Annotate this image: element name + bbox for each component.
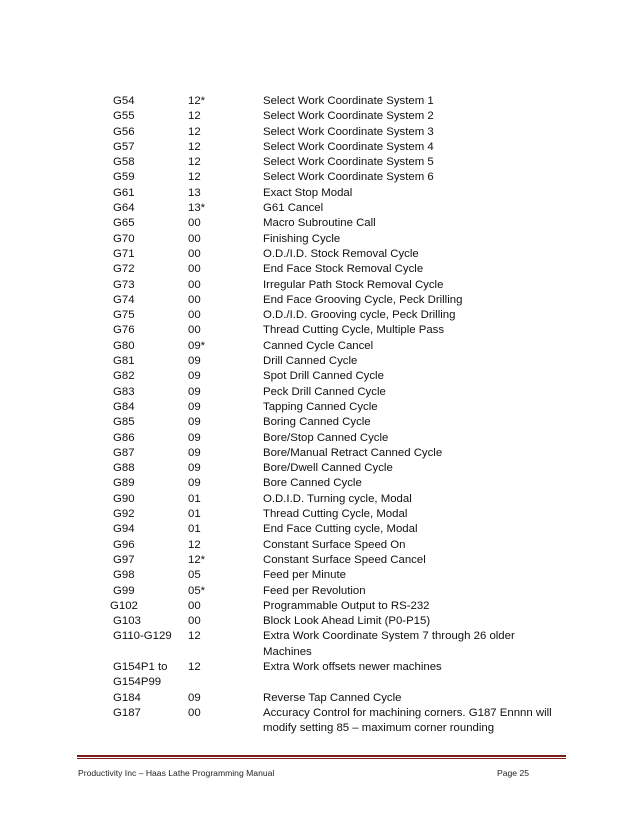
description-cell: Select Work Coordinate System 2 <box>263 110 434 123</box>
group-cell: 00 <box>188 293 201 306</box>
table-row <box>0 216 638 231</box>
footer-rule <box>77 755 566 757</box>
table-row <box>0 706 638 737</box>
gcode-cell: G64 <box>113 202 135 215</box>
gcode-cell: G74 <box>113 293 135 306</box>
table-row <box>0 461 638 476</box>
table-row <box>0 476 638 491</box>
description-cell: Finishing Cycle <box>263 232 341 245</box>
footer-title: Productivity Inc – Haas Lathe Programming Manual <box>78 768 275 778</box>
description-cell: Exact Stop Modal <box>263 186 353 199</box>
gcode-cell: G90 <box>113 492 135 505</box>
gcode-cell: G73 <box>113 278 135 291</box>
table-row <box>0 507 638 522</box>
gcode-cell: G57 <box>113 140 135 153</box>
group-cell: 12 <box>188 538 201 551</box>
group-cell: 12 <box>188 125 201 138</box>
table-row <box>0 125 638 140</box>
gcode-cell: G94 <box>113 523 135 536</box>
table-row <box>0 293 638 308</box>
gcode-cell: G87 <box>113 446 135 459</box>
gcode-cell: G102 <box>110 599 138 612</box>
gcode-cell: G75 <box>113 309 135 322</box>
description-cell: Extra Work offsets newer machines <box>263 660 442 673</box>
group-cell: 00 <box>188 615 201 628</box>
group-cell: 00 <box>188 217 201 230</box>
description-cell: O.D./I.D. Grooving cycle, Peck Drilling <box>263 309 456 322</box>
gcode-cell: G86 <box>113 431 135 444</box>
table-row <box>0 584 638 599</box>
description-cell: Accuracy Control for machining corners. G187 Ennnn will <box>263 706 552 719</box>
group-cell: 12* <box>188 95 206 107</box>
description-cell: Select Work Coordinate System 6 <box>263 171 434 184</box>
group-cell: 09 <box>188 400 201 413</box>
table-row <box>0 431 638 446</box>
group-cell: 12 <box>188 171 201 184</box>
group-cell: 09 <box>188 370 201 383</box>
description-cell: Canned Cycle Cancel <box>263 339 374 352</box>
group-cell: 00 <box>188 599 201 612</box>
table-row <box>0 660 638 691</box>
table-row <box>0 109 638 124</box>
gcode-cell: G55 <box>113 110 135 123</box>
group-cell: 00 <box>188 706 201 719</box>
group-cell: 12 <box>188 156 201 169</box>
table-row <box>0 201 638 216</box>
group-cell: 00 <box>188 324 201 337</box>
group-cell: 00 <box>188 278 201 291</box>
description-cell: Bore/Stop Canned Cycle <box>263 431 389 444</box>
gcode-cell: G92 <box>113 508 135 521</box>
description-cell: Select Work Coordinate System 4 <box>263 140 434 153</box>
table-row <box>0 323 638 338</box>
group-cell: 05* <box>188 584 206 597</box>
description-cell: Extra Work Coordinate System 7 through 26 older <box>263 630 515 643</box>
group-cell: 12 <box>188 660 201 673</box>
description-cell: Drill Canned Cycle <box>263 355 358 368</box>
description-cell: Constant Surface Speed On <box>263 538 406 551</box>
table-row <box>0 614 638 629</box>
gcode-cell: G82 <box>113 370 135 383</box>
group-cell: 12 <box>188 110 201 123</box>
table-row <box>0 140 638 155</box>
description-cell: O.D./I.D. Stock Removal Cycle <box>263 247 419 260</box>
description-cell: modify setting 85 – maximum corner rounding <box>263 722 495 735</box>
gcode-cell: G154P1 to G154P99 <box>113 660 168 689</box>
gcode-cell: G58 <box>113 156 135 169</box>
table-row <box>0 186 638 201</box>
group-cell: 00 <box>188 247 201 260</box>
description-cell: End Face Stock Removal Cycle <box>263 263 424 276</box>
gcode-cell: G184 <box>113 691 141 704</box>
gcode-cell: G187 <box>113 706 141 719</box>
group-cell: 00 <box>188 263 201 276</box>
group-cell: 09* <box>188 339 206 352</box>
gcode-cell: G84 <box>113 400 135 413</box>
description-cell: Select Work Coordinate System 3 <box>263 125 434 138</box>
group-cell: 09 <box>188 385 201 398</box>
description-cell: Spot Drill Canned Cycle <box>263 370 384 383</box>
group-cell: 09 <box>188 416 201 429</box>
group-cell: 09 <box>188 691 201 704</box>
gcode-cell: G61 <box>113 186 135 199</box>
table-row <box>0 262 638 277</box>
group-cell: 09 <box>188 462 201 475</box>
table-row <box>0 599 638 614</box>
table-row <box>0 568 638 583</box>
group-cell: 09 <box>188 355 201 368</box>
table-row <box>0 538 638 553</box>
description-cell: Reverse Tap Canned Cycle <box>263 691 402 704</box>
group-cell: 09 <box>188 431 201 444</box>
gcode-cell: G76 <box>113 324 135 337</box>
description-cell: Irregular Path Stock Removal Cycle <box>263 278 444 291</box>
description-cell: G61 Cancel <box>263 202 324 215</box>
table-row <box>0 308 638 323</box>
description-cell: Programmable Output to RS-232 <box>263 599 430 612</box>
gcode-cell: G59 <box>113 171 135 184</box>
table-row <box>0 385 638 400</box>
gcode-cell: G97 <box>113 553 135 566</box>
gcode-cell: G56 <box>113 125 135 138</box>
description-cell: Select Work Coordinate System 1 <box>263 95 434 107</box>
description-cell: Machines <box>263 645 312 658</box>
group-cell: 09 <box>188 477 201 490</box>
description-cell: Constant Surface Speed Cancel <box>263 553 426 566</box>
gcode-cell: G110-G129 <box>113 630 172 643</box>
gcode-cell: G81 <box>113 355 135 368</box>
description-cell: Peck Drill Canned Cycle <box>263 385 386 398</box>
table-row <box>0 94 638 109</box>
group-cell: 12 <box>188 630 201 643</box>
group-cell: 00 <box>188 232 201 245</box>
table-row <box>0 155 638 170</box>
description-cell: Tapping Canned Cycle <box>263 400 378 413</box>
table-row <box>0 629 638 660</box>
gcode-cell: G88 <box>113 462 135 475</box>
gcode-cell: G89 <box>113 477 135 490</box>
gcode-cell: G96 <box>113 538 135 551</box>
table-row <box>0 339 638 354</box>
gcode-cell: G70 <box>113 232 135 245</box>
description-cell: Macro Subroutine Call <box>263 217 376 230</box>
gcode-cell: G83 <box>113 385 135 398</box>
gcode-cell: G54 <box>113 95 135 107</box>
gcode-cell: G85 <box>113 416 135 429</box>
table-row <box>0 369 638 384</box>
description-cell: End Face Cutting cycle, Modal <box>263 523 418 536</box>
group-cell: 01 <box>188 492 201 505</box>
group-cell: 13 <box>188 186 201 199</box>
page-number: Page 25 <box>497 768 530 778</box>
table-row <box>0 446 638 461</box>
description-cell: Block Look Ahead Limit (P0-P15) <box>263 615 431 628</box>
gcode-cell: G99 <box>113 584 135 597</box>
gcode-cell: G72 <box>113 263 135 276</box>
table-row <box>0 522 638 537</box>
table-row <box>0 553 638 568</box>
description-cell: Bore/Dwell Canned Cycle <box>263 462 393 475</box>
table-row <box>0 278 638 293</box>
gcode-table <box>0 94 638 736</box>
table-row <box>0 691 638 706</box>
description-cell: Boring Canned Cycle <box>263 416 371 429</box>
table-row <box>0 354 638 369</box>
table-row <box>0 247 638 262</box>
group-cell: 12* <box>188 553 206 566</box>
gcode-cell: G80 <box>113 339 135 352</box>
group-cell: 01 <box>188 523 201 536</box>
table-row <box>0 232 638 247</box>
group-cell: 13* <box>188 202 206 215</box>
group-cell: 05 <box>188 569 201 582</box>
description-cell: Bore/Manual Retract Canned Cycle <box>263 446 443 459</box>
gcode-cell: G71 <box>113 247 135 260</box>
description-cell: Select Work Coordinate System 5 <box>263 156 434 169</box>
group-cell: 00 <box>188 309 201 322</box>
table-row <box>0 492 638 507</box>
description-cell: Feed per Revolution <box>263 584 366 597</box>
gcode-cell: G65 <box>113 217 135 230</box>
table-row <box>0 415 638 430</box>
gcode-cell: G98 <box>113 569 135 582</box>
description-cell: Thread Cutting Cycle, Multiple Pass <box>263 324 445 337</box>
description-cell: End Face Grooving Cycle, Peck Drilling <box>263 293 463 306</box>
table-row <box>0 400 638 415</box>
group-cell: 01 <box>188 508 201 521</box>
group-cell: 09 <box>188 446 201 459</box>
description-cell: Bore Canned Cycle <box>263 477 362 490</box>
description-cell: O.D.I.D. Turning cycle, Modal <box>263 492 412 505</box>
description-cell: Thread Cutting Cycle, Modal <box>263 508 408 521</box>
table-row <box>0 170 638 185</box>
group-cell: 12 <box>188 140 201 153</box>
description-cell: Feed per Minute <box>263 569 346 582</box>
footer-rule-thin <box>77 758 566 759</box>
gcode-cell: G103 <box>113 615 141 628</box>
